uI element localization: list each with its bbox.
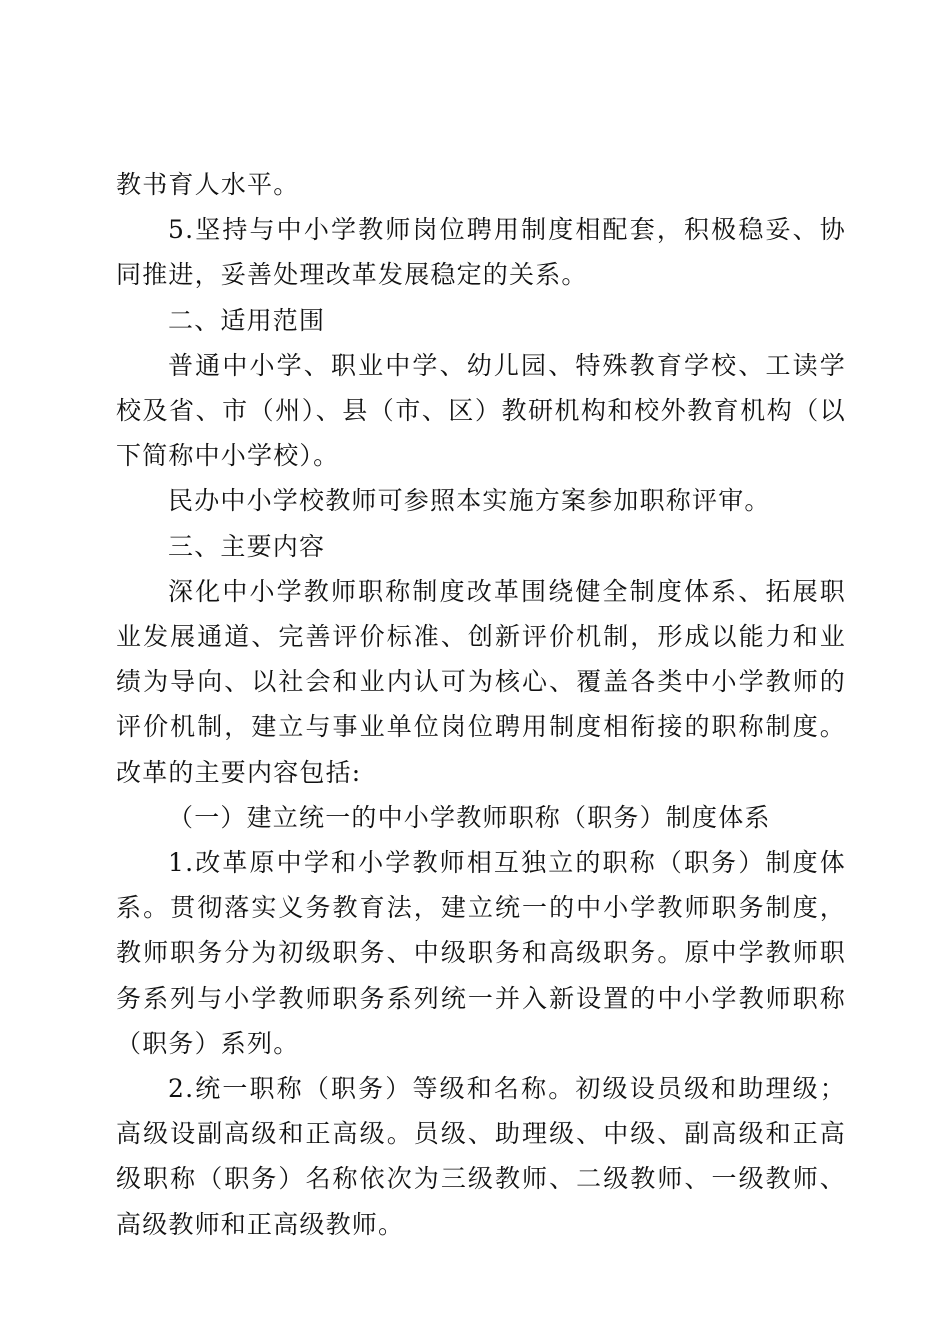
- paragraph-scope-schools: 普通中小学、职业中学、幼儿园、特殊教育学校、工读学校及省、市（州）、县（市、区）教研机构和校外教育机构（以下简称中小学校）。: [116, 350, 846, 471]
- paragraph-reform-overview: 深化中小学教师职称制度改革围绕健全制度体系、拓展职业发展通道、完善评价标准、创新评价机制，形成以能力和业绩为导向、以社会和业内认可为核心、覆盖各类中小学教师的评价机制，建立与事业单位岗位聘用制度相衔接的职称制度。改革的主要内容包括:: [116, 576, 846, 787]
- paragraph-private-schools: 民办中小学校教师可参照本实施方案参加职称评审。: [168, 486, 771, 516]
- paragraph-item-2: 2.统一职称（职务）等级和名称。初级设员级和助理级；高级设副高级和正高级。员级、助理级、中级、副高级和正高级职称（职务）名称依次为三级教师、二级教师、一级教师、高级教师和正高级教师。: [116, 1074, 846, 1239]
- paragraph-item-1: 1.改革原中学和小学教师相互独立的职称（职务）制度体系。贯彻落实义务教育法，建立统一的中小学教师职务制度，教师职务分为初级职务、中级职务和高级职务。原中学教师职务系列与小学教师职务系列统一并入新设置的中小学教师职称（职务）系列。: [116, 848, 846, 1058]
- paragraph-continuation: 教书育人水平。: [116, 170, 300, 199]
- paragraph-item-5: 5.坚持与中小学教师岗位聘用制度相配套，积极稳妥、协同推进，妥善处理改革发展稳定的关系。: [116, 215, 846, 290]
- document-body: [116, 162, 846, 1247]
- subsection-heading-unified-system: （一）建立统一的中小学教师职称（职务）制度体系: [168, 802, 771, 832]
- section-heading-main-content: 三、主要内容: [168, 531, 326, 561]
- section-heading-scope: 二、适用范围: [168, 305, 326, 335]
